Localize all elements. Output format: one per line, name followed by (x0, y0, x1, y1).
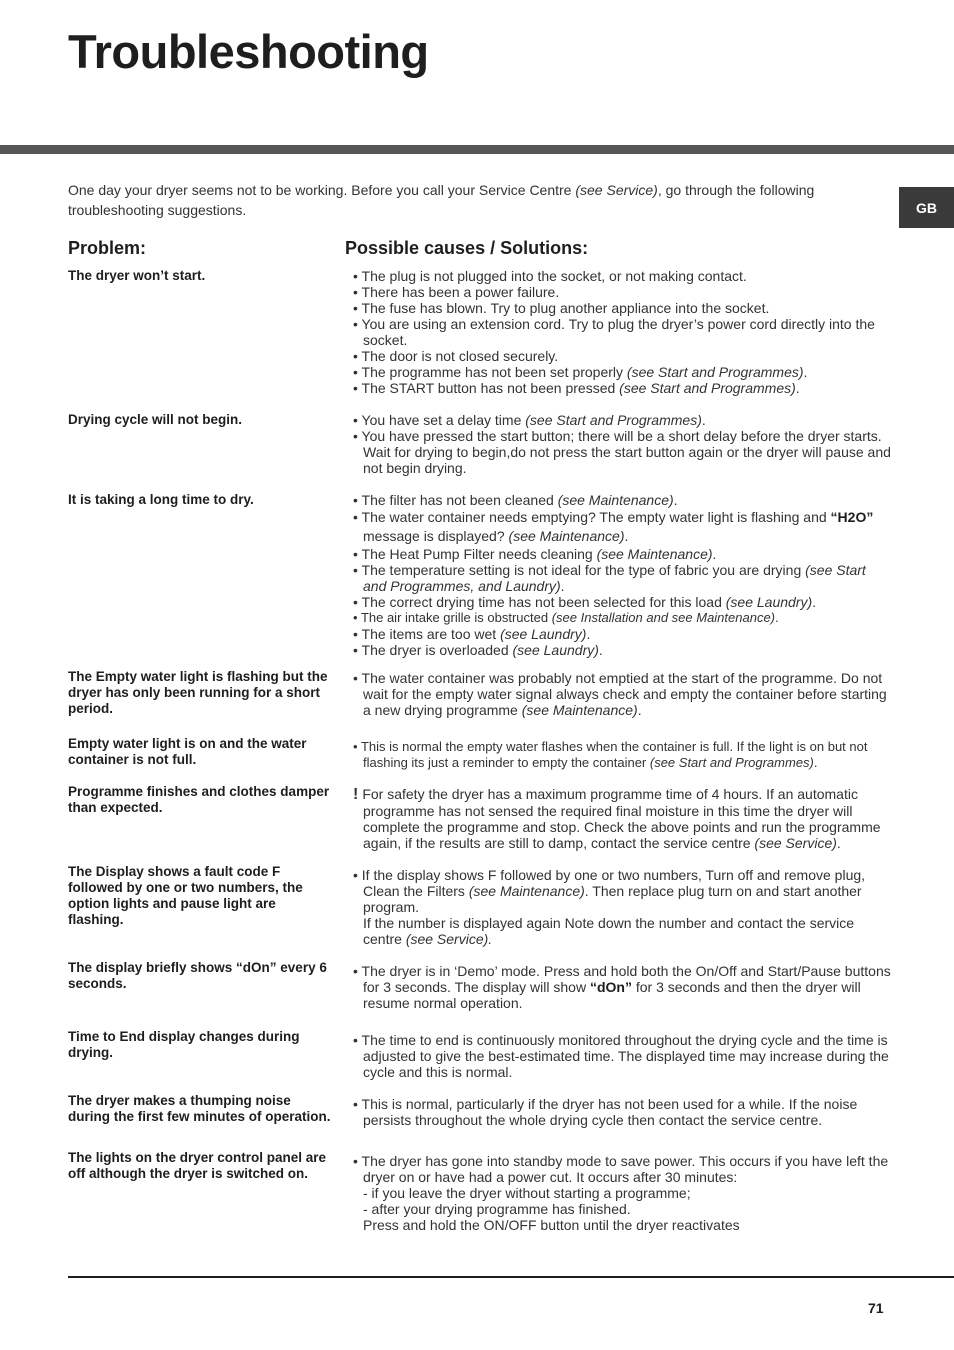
bullet-icon: • (353, 412, 362, 428)
cause-reference: (see Maintenance) (508, 528, 625, 544)
cause-item (345, 1032, 893, 1080)
causes-list (345, 1032, 893, 1080)
cause-reference: (see Laundry) (500, 626, 587, 642)
bullet-icon: • (353, 348, 362, 364)
cause-text-end: . Then replace plug turn on and start another program. (363, 883, 862, 915)
bullet-icon: • (353, 670, 362, 686)
cause-item (345, 364, 893, 380)
causes-list (345, 412, 893, 476)
intro-text-end: , go through the following troubleshooting suggestions. (68, 182, 815, 218)
bullet-icon: • (353, 1096, 362, 1112)
cause-text-end: . (803, 364, 808, 380)
cause-text-end: . (560, 578, 565, 594)
bullet-icon: • (353, 380, 362, 396)
cause-text: You are using an extension cord. Try to plug the dryer’s power cord directly into the socket. (361, 316, 875, 348)
cause-item (345, 867, 893, 947)
cause-emphasis: “dOn” (589, 979, 632, 995)
bullet-icon: • (353, 867, 362, 883)
cause-text-end: . (624, 528, 629, 544)
cause-item (345, 412, 893, 428)
cause-text-end: . (701, 412, 706, 428)
cause-text: If the display shows F followed by one or two numbers, Turn off and remove plug, Clean the Filters (361, 867, 866, 899)
cause-text: You have set a delay time (361, 412, 526, 428)
cause-item (345, 1096, 893, 1128)
cause-item (345, 300, 893, 316)
cause-reference: (see Start and Programmes) (649, 755, 814, 770)
cause-reference: (see Maintenance) (521, 702, 638, 718)
bullet-icon: • (353, 1032, 362, 1048)
causes-list (345, 786, 893, 851)
cause-text: This is normal, particularly if the dryer has not been used for a while. If the noise persists throughout the whole drying cycle then contact the service centre. (361, 1096, 858, 1128)
bullet-icon: • (353, 492, 362, 508)
cause-emphasis: “H2O” (830, 509, 874, 525)
cause-reference: (see Installation and see Maintenance) (551, 610, 776, 625)
cause-item (345, 626, 893, 642)
cause-item (345, 268, 893, 284)
cause-text: The water container was probably not emptied at the start of the programme. Do not wait for the empty water signal always check and empty the container before starting a new drying programme (361, 670, 887, 718)
bullet-icon: • (353, 300, 362, 316)
bullet-icon: • (353, 739, 361, 754)
causes-list (345, 963, 893, 1011)
cause-text-end: . (712, 546, 717, 562)
cause-text: The time to end is continuously monitored throughout the drying cycle and the time is adjusted to give the best-estimated time. The displayed time may increase during the cycle and this is normal. (361, 1032, 889, 1080)
cause-subtext: If the number is displayed again Note down the number and contact the service centre (363, 915, 855, 947)
problem-label: The lights on the dryer control panel are off although the dryer is switched on. (68, 1150, 327, 1181)
intro-text: One day your dryer seems not to be working. Before you call your Service Centre (68, 182, 576, 198)
cause-item (345, 594, 893, 610)
cause-reference: (see Start and Programmes) (619, 380, 796, 396)
cause-reference: (see Start and Programmes, and Laundry) (363, 562, 866, 594)
cause-reference: (see Maintenance) (468, 883, 585, 899)
bullet-icon: • (353, 562, 362, 578)
cause-item (345, 428, 893, 476)
bullet-icon: • (353, 364, 362, 380)
cause-item (345, 963, 893, 1011)
bullet-icon: • (353, 594, 362, 610)
cause-reference: (see Start and Programmes) (626, 364, 804, 380)
cause-item (345, 380, 893, 396)
language-tab: GB (899, 187, 954, 228)
cause-item (345, 670, 893, 718)
cause-text: The plug is not plugged into the socket, or not making contact. (361, 268, 747, 284)
problem-label: Empty water light is on and the water container is not full. (68, 736, 307, 767)
page-number: 71 (868, 1300, 884, 1316)
problem-label: The display briefly shows “dOn” every 6 seconds. (68, 960, 327, 991)
bullet-icon: • (353, 428, 362, 444)
cause-text: The air intake grille is obstructed (360, 610, 552, 625)
cause-line: Press and hold the ON/OFF button until the dryer reactivates (363, 1217, 740, 1233)
cause-text-end: . (637, 702, 642, 718)
bullet-icon: • (353, 963, 362, 979)
cause-item (345, 492, 893, 508)
problem-column-header: Problem: (68, 238, 147, 258)
cause-item (345, 1153, 893, 1233)
bullet-icon: • (353, 316, 362, 332)
cause-item (345, 642, 893, 658)
cause-item (345, 316, 893, 348)
causes-list (345, 1153, 893, 1233)
cause-subline (363, 915, 893, 947)
bullet-icon: • (353, 509, 362, 525)
cause-reference: (see Start and Programmes) (525, 412, 702, 428)
causes-list (345, 867, 893, 947)
cause-text: The START button has not been pressed (361, 380, 620, 396)
problem-label: The Display shows a fault code F followed by one or two numbers, the option lights and pause light are flashing. (68, 864, 303, 927)
problem-label: The dryer won’t start. (68, 268, 206, 283)
cause-text: The Heat Pump Filter needs cleaning (361, 546, 597, 562)
problem-label: The Empty water light is flashing but the dryer has only been running for a short period. (68, 669, 328, 716)
footer-divider (68, 1276, 954, 1278)
causes-list (345, 268, 893, 396)
cause-item (345, 284, 893, 300)
problem-label: The dryer makes a thumping noise during the first few minutes of operation. (68, 1093, 331, 1124)
cause-subreference: (see Service). (405, 931, 493, 947)
intro-reference: (see Service) (575, 182, 658, 198)
cause-item (345, 562, 893, 594)
cause-reference: (see Laundry) (725, 594, 813, 610)
bullet-icon: • (353, 546, 362, 562)
cause-text: The dryer has gone into standby mode to save power. This occurs if you have left the dryer on or have had a power cut. It occurs after 30 minutes: (361, 1153, 889, 1185)
cause-text: For safety the dryer has a maximum programme time of 4 hours. If an automatic programme has not sensed the required final moisture in this time the dryer will complete the programme and stop. Check the above points and run the programme again, if the results are still to damp, contact the service centre (362, 786, 881, 851)
causes-list (345, 670, 893, 718)
cause-item (345, 508, 893, 546)
problem-label: Programme finishes and clothes damper than expected. (68, 784, 330, 815)
cause-text-end: . (836, 835, 841, 851)
cause-text-end: . (795, 380, 800, 396)
cause-reference: (see Maintenance) (596, 546, 713, 562)
cause-item (345, 739, 893, 771)
cause-text: The items are too wet (361, 626, 501, 642)
cause-text-cont: for 3 seconds and then the dryer will resume normal operation. (363, 979, 861, 1011)
bullet-icon: • (353, 284, 362, 300)
cause-line: - if you leave the dryer without starting a programme; (363, 1185, 691, 1201)
cause-text: The dryer is in ‘Demo’ mode. Press and hold both the On/Off and Start/Pause buttons for 3 seconds. The display will show (361, 963, 891, 995)
problem-label: It is taking a long time to dry. (68, 492, 254, 507)
bullet-icon: • (353, 642, 362, 658)
cause-text-end: . (586, 626, 591, 642)
warning-mark: ! (353, 786, 359, 803)
problem-label: Drying cycle will not begin. (68, 412, 243, 427)
cause-text: You have pressed the start button; there will be a short delay before the dryer starts. Wait for drying to begin,do not press the start button again or the dryer will pause and not begin drying. (361, 428, 891, 476)
bullet-icon: • (353, 268, 362, 284)
bullet-icon: • (353, 610, 361, 625)
cause-item (345, 610, 893, 626)
cause-item (345, 348, 893, 364)
cause-text: The door is not closed securely. (361, 348, 559, 364)
cause-reference: (see Laundry) (512, 642, 599, 658)
cause-item (345, 546, 893, 562)
bullet-icon: • (353, 626, 362, 642)
header-divider (0, 145, 954, 154)
cause-text: The dryer is overloaded (361, 642, 513, 658)
cause-text-end: . (813, 755, 818, 770)
cause-text: There has been a power failure. (361, 284, 560, 300)
cause-line: - after your drying programme has finished. (363, 1201, 631, 1217)
cause-text-cont: message is displayed? (363, 528, 509, 544)
cause-text-end: . (775, 610, 779, 625)
page-title: Troubleshooting (68, 25, 429, 78)
causes-list (345, 1096, 893, 1128)
causes-list (345, 492, 893, 658)
bullet-icon: • (353, 1153, 362, 1169)
cause-text: The filter has not been cleaned (361, 492, 558, 508)
causes-list (345, 739, 893, 771)
cause-text: This is normal the empty water flashes when the container is full. If the light is on but not flashing its just a reminder to empty the container (360, 739, 868, 770)
problem-label: Time to End display changes during drying. (68, 1029, 300, 1060)
cause-text: The correct drying time has not been selected for this load (361, 594, 726, 610)
cause-reference: (see Maintenance) (557, 492, 674, 508)
cause-text-end: . (812, 594, 817, 610)
intro-paragraph (68, 180, 888, 220)
cause-text: The fuse has blown. Try to plug another appliance into the socket. (361, 300, 770, 316)
cause-text: The water container needs emptying? The empty water light is flashing and (361, 509, 831, 525)
cause-text-end: . (598, 642, 603, 658)
causes-column-header: Possible causes / Solutions: (345, 238, 589, 258)
cause-text: The temperature setting is not ideal for the type of fabric you are drying (361, 562, 806, 578)
cause-text-end: . (673, 492, 678, 508)
cause-item (345, 786, 893, 851)
cause-text: The programme has not been set properly (361, 364, 627, 380)
cause-reference: (see Service) (754, 835, 837, 851)
